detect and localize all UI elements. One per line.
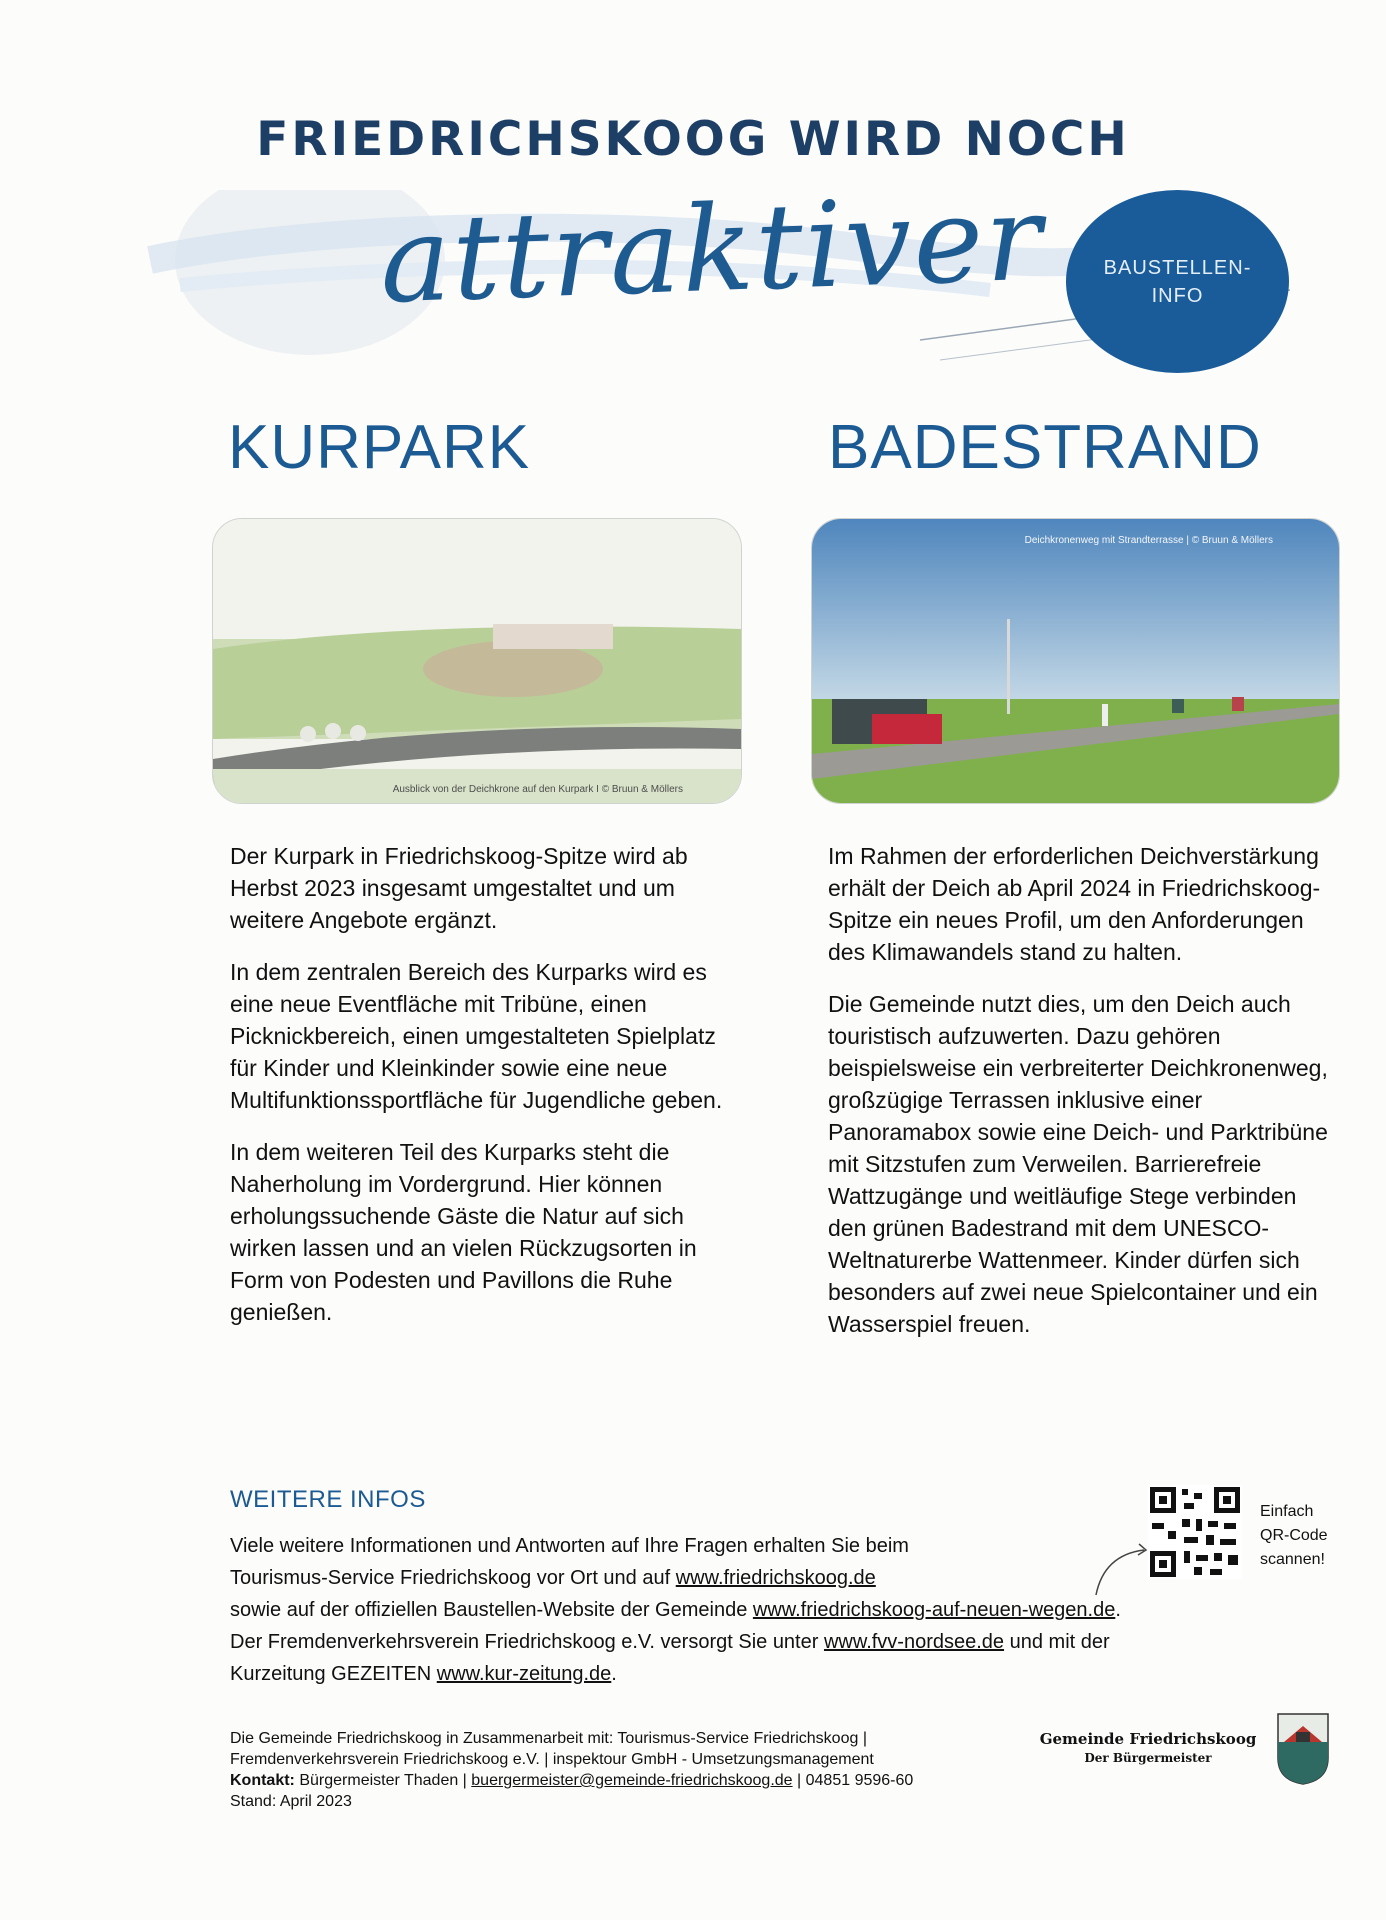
punctuation: . [1115,1599,1121,1621]
kurpark-heading: KURPARK [228,413,531,482]
baustellen-website-link[interactable]: www.friedrichskoog-auf-neuen-wegen.de [752,1599,1116,1621]
more-info-line: sowie auf der offiziellen Baustellen-Website der Gemeinde [230,1599,753,1621]
email-link[interactable]: buergermeister@gemeinde-friedrichskoog.de [471,1772,793,1789]
badestrand-text [828,840,1328,1360]
municipality-signature [1038,1730,1258,1765]
more-info-line: Tourismus-Service Friedrichskoog vor Ort und auf [230,1567,676,1589]
badestrand-paragraph: Die Gemeinde nutzt dies, um den Deich auch touristisch aufzuwerten. Dazu gehören beispielsweise ein verbreiterter Deichkronenweg, großzügige Terrassen inklusive einer Panoramabox sowie eine Deich- und Parktribüne mit Sitzstufen zum Verweilen. Barrierefreie Wattzugänge und weitläufige Stege verbinden den grünen Badestrand mit dem UNESCO-Weltnaturerbe Wattenmeer. Kinder dürfen sich besonders auf zwei neue Spielcontainer und ein Wasserspiel freuen. [828,991,1328,1337]
stand-date: Stand: April 2023 [230,1793,352,1810]
qr-code[interactable] [1148,1485,1242,1579]
more-info-line: und mit der [1004,1631,1110,1653]
kurpark-caption: Ausblick von der Deichkrone auf den Kurpark I © Bruun & Möllers [392,784,683,795]
kurpark-illustration [212,518,742,804]
kurpark-text [230,840,740,1348]
footer-line: Fremdenverkehrsverein Friedrichskoog e.V. | inspektour GmbH - Umsetzungsmanagement [230,1751,874,1768]
contact-label: Kontakt: [230,1772,295,1789]
contact-text: Bürgermeister Thaden | [294,1772,472,1789]
kurpark-paragraph: Der Kurpark in Friedrichskoog-Spitze wird ab Herbst 2023 insgesamt umgestaltet und um weitere Angebote ergänzt. [230,843,688,933]
footer-line: Die Gemeinde Friedrichskoog in Zusammenarbeit mit: Tourismus-Service Friedrichskoog | [230,1730,867,1747]
fvv-link[interactable]: www.fvv-nordsee.de [823,1631,1005,1653]
punctuation: . [611,1663,617,1685]
badestrand-illustration [811,518,1340,804]
page-title: FRIEDRICHSKOOG WIRD NOCH [256,112,1130,167]
more-info-line: Viele weitere Informationen und Antworten auf Ihre Fragen erhalten Sie beim [230,1535,909,1557]
badge-label: BAUSTELLEN- INFO [1103,256,1252,307]
phone-number: | 04851 9596-60 [792,1772,914,1789]
org-name: Gemeinde Friedrichskoog [1039,1730,1257,1748]
footer-text [230,1728,1050,1812]
kurpark-paragraph: In dem weiteren Teil des Kurparks steht die Naherholung im Vordergrund. Hier können erholungssuchende Gäste die Natur auf sich wirken lassen und an vielen Rückzugsorten in Form von Podesten und Pavillons die Ruhe genießen. [230,1139,697,1325]
more-info-line: Der Fremdenverkehrsverein Friedrichskoog e.V. versorgt Sie unter [230,1631,824,1653]
badestrand-paragraph: Im Rahmen der erforderlichen Deichverstärkung erhält der Deich ab April 2024 in Friedrichskoog-Spitze ein neues Profil, um den Anforderungen des Klimawandels stand zu halten. [828,843,1321,965]
coat-of-arms-icon [1276,1712,1330,1791]
more-info-line: Kurzeitung GEZEITEN [230,1663,437,1685]
script-headline: attraktiver [377,168,1046,330]
construction-info-badge [1066,190,1289,373]
friedrichskoog-link[interactable]: www.friedrichskoog.de [675,1567,876,1589]
kurpark-paragraph: In dem zentralen Bereich des Kurparks wird es eine neue Eventfläche mit Tribüne, einen Picknickbereich, einen umgestalteten Spielplatz für Kinder und Kleinkinder sowie eine neue Multifunktionssportfläche für Jugendliche geben. [230,959,723,1113]
qr-hint: Einfach QR-Code scannen! [1260,1503,1328,1568]
badestrand-caption: Deichkronenweg mit Strandterrasse | © Bruun & Möllers [1024,535,1273,546]
more-info-heading: WEITERE INFOS [230,1486,426,1513]
org-subtitle: Der Bürgermeister [1084,1751,1212,1765]
badestrand-heading: BADESTRAND [828,413,1262,482]
kurzeitung-link[interactable]: www.kur-zeitung.de [436,1663,612,1685]
arrow-icon [1084,1540,1154,1605]
